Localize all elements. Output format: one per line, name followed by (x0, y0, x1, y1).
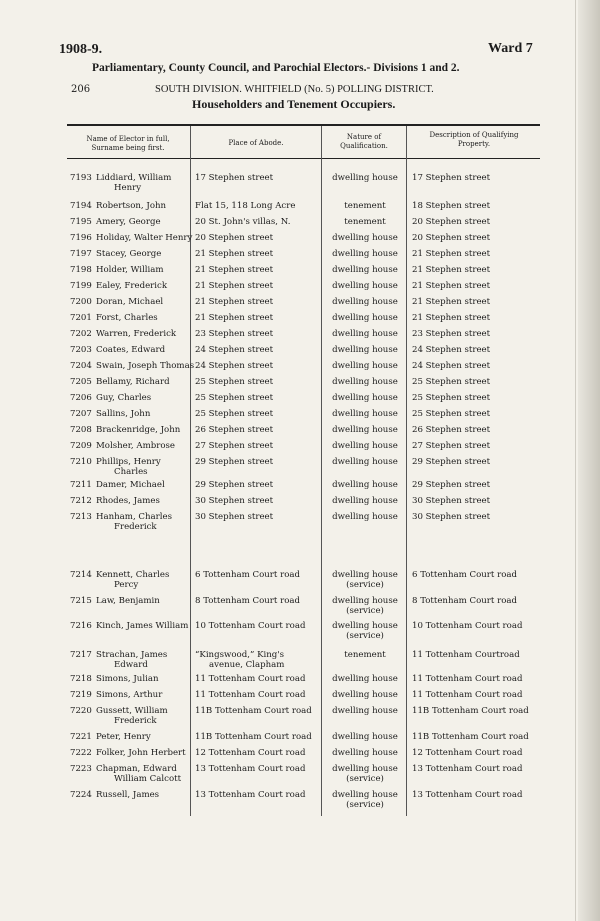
place-of-abode: 24 Stephen street (195, 361, 274, 371)
elector-number: 7217 (70, 650, 92, 660)
qualifying-property: 10 Tottenham Court road (412, 621, 523, 631)
qualifying-property: 21 Stephen street (412, 297, 491, 307)
qualification-nature: dwelling house (332, 265, 398, 275)
qualification-nature: dwelling house (332, 457, 398, 467)
elector-number: 7197 (70, 249, 92, 259)
elector-name-continued: William Calcott (114, 774, 182, 784)
elector-name: Holder, William (96, 265, 164, 275)
qualifying-property: 8 Tottenham Court road (412, 596, 517, 606)
qualification-nature: dwelling house (332, 674, 398, 684)
qualification-nature: dwelling house (332, 621, 398, 631)
ward-label: Ward 7 (488, 41, 533, 56)
place-of-abode-continued: avenue, Clapham (209, 660, 285, 670)
elector-name: Gussett, William (96, 706, 168, 716)
elector-name: Robertson, John (96, 201, 167, 211)
place-of-abode: 21 Stephen street (195, 281, 274, 291)
place-of-abode: 10 Tottenham Court road (195, 621, 306, 631)
place-of-abode: 21 Stephen street (195, 265, 274, 275)
qualification-nature-note: (service) (346, 631, 384, 641)
elector-name: Hanham, Charles (96, 512, 173, 522)
place-of-abode: 27 Stephen street (195, 441, 274, 451)
qualification-nature: dwelling house (332, 480, 398, 490)
elector-name: Law, Benjamin (96, 596, 160, 606)
column-divider-1 (190, 126, 191, 816)
qualification-nature-note: (service) (346, 606, 384, 616)
elector-number: 7206 (70, 393, 92, 403)
place-of-abode: 21 Stephen street (195, 249, 274, 259)
qualifying-property: 21 Stephen street (412, 313, 491, 323)
elector-number: 7201 (70, 313, 92, 323)
qualification-nature: dwelling house (332, 512, 398, 522)
place-of-abode: 25 Stephen street (195, 377, 274, 387)
qualification-nature-note: (service) (346, 774, 384, 784)
column-header-abode (192, 139, 320, 148)
qualification-nature: dwelling house (332, 596, 398, 606)
column-header-property-line2: Property. (457, 139, 491, 148)
column-header-name-line1: Name of Elector in full, (86, 135, 170, 143)
elector-name: Simons, Julian (96, 674, 159, 684)
qualifying-property: 30 Stephen street (412, 496, 491, 506)
elector-number: 7194 (70, 201, 92, 211)
qualification-nature: dwelling house (332, 570, 398, 580)
qualifying-property: 29 Stephen street (412, 480, 491, 490)
elector-number: 7203 (70, 345, 92, 355)
elector-number: 7219 (70, 690, 92, 700)
place-of-abode: 13 Tottenham Court road (195, 764, 306, 774)
place-of-abode: 20 St. John's villas, N. (195, 217, 291, 227)
place-of-abode: 11 Tottenham Court road (195, 674, 306, 684)
qualifying-property: 13 Tottenham Court road (412, 764, 523, 774)
qualifying-property: 27 Stephen street (412, 441, 491, 451)
elector-number: 7202 (70, 329, 92, 339)
column-header-nature (323, 133, 405, 150)
elector-name: Amery, George (96, 217, 161, 227)
place-of-abode: 6 Tottenham Court road (195, 570, 300, 580)
qualification-nature: dwelling house (332, 706, 398, 716)
elector-name: Swain, Joseph Thomas (96, 361, 195, 371)
elector-name: Kennett, Charles (96, 570, 170, 580)
column-header-name-line2: Surname being first. (91, 143, 165, 152)
table-top-rule (67, 124, 540, 126)
elector-number: 7214 (70, 570, 92, 580)
column-header-abode-line1: Place of Abode. (228, 139, 284, 147)
qualification-nature: dwelling house (332, 313, 398, 323)
column-divider-2 (321, 126, 322, 816)
elector-name: Rhodes, James (96, 496, 160, 506)
place-of-abode: 29 Stephen street (195, 480, 274, 490)
place-of-abode: 17 Stephen street (195, 173, 274, 183)
elector-number: 7212 (70, 496, 92, 506)
qualification-nature: dwelling house (332, 233, 398, 243)
qualifying-property: 21 Stephen street (412, 249, 491, 259)
binding-line (575, 0, 576, 921)
place-of-abode: “Kingswood,” King's (195, 650, 285, 660)
qualifying-property: 30 Stephen street (412, 512, 491, 522)
elector-number: 7196 (70, 233, 92, 243)
elector-name: Doran, Michael (96, 297, 164, 307)
qualifying-property: 13 Tottenham Court road (412, 790, 523, 800)
qualifying-property: 21 Stephen street (412, 281, 491, 291)
elector-number: 7211 (70, 480, 92, 490)
elector-name: Forst, Charles (96, 313, 158, 323)
column-header-nature-line1: Nature of (346, 133, 382, 141)
qualification-nature: dwelling house (332, 393, 398, 403)
page-title: Parliamentary, County Council, and Parochial Electors.- Divisions 1 and 2. (92, 62, 460, 74)
qualifying-property: 11B Tottenham Court road (412, 706, 529, 716)
elector-name: Bellamy, Richard (96, 377, 170, 387)
elector-number: 7213 (70, 512, 92, 522)
elector-number: 7223 (70, 764, 92, 774)
elector-name-continued: Edward (114, 660, 148, 670)
elector-name: Simons, Arthur (96, 690, 163, 700)
qualifying-property: 18 Stephen street (412, 201, 491, 211)
elector-number: 7195 (70, 217, 92, 227)
elector-number: 7193 (70, 173, 92, 183)
qualification-nature: dwelling house (332, 249, 398, 259)
elector-name: Coates, Edward (96, 345, 166, 355)
elector-number: 7207 (70, 409, 92, 419)
elector-number: 7199 (70, 281, 92, 291)
place-of-abode: 11B Tottenham Court road (195, 732, 312, 742)
qualifying-property: 25 Stephen street (412, 377, 491, 387)
page-number: 206 (71, 84, 91, 95)
elector-name: Peter, Henry (96, 732, 151, 742)
qualifying-property: 26 Stephen street (412, 425, 491, 435)
elector-number: 7221 (70, 732, 92, 742)
qualification-nature: tenement (344, 217, 386, 227)
elector-number: 7222 (70, 748, 92, 758)
qualifying-property: 21 Stephen street (412, 265, 491, 275)
elector-name: Stacey, George (96, 249, 162, 259)
table-header-rule (67, 158, 540, 159)
qualification-nature-note: (service) (346, 580, 384, 590)
place-of-abode: 26 Stephen street (195, 425, 274, 435)
qualification-nature: dwelling house (332, 173, 398, 183)
elector-name: Russell, James (96, 790, 160, 800)
elector-name: Chapman, Edward (96, 764, 177, 774)
place-of-abode: 12 Tottenham Court road (195, 748, 306, 758)
qualification-nature: dwelling house (332, 764, 398, 774)
elector-name: Ealey, Frederick (96, 281, 168, 291)
elector-name: Strachan, James (96, 650, 168, 660)
qualification-nature: dwelling house (332, 690, 398, 700)
place-of-abode: 25 Stephen street (195, 409, 274, 419)
elector-number: 7209 (70, 441, 92, 451)
elector-name: Molsher, Ambrose (96, 441, 176, 451)
elector-name-continued: Charles (114, 467, 148, 477)
elector-name: Liddiard, William (96, 173, 172, 183)
qualification-nature: dwelling house (332, 496, 398, 506)
elector-name-continued: Frederick (114, 716, 157, 726)
qualifying-property: 11 Tottenham Courtroad (412, 650, 520, 660)
qualifying-property: 20 Stephen street (412, 217, 491, 227)
place-of-abode: 13 Tottenham Court road (195, 790, 306, 800)
elector-number: 7198 (70, 265, 92, 275)
place-of-abode: 24 Stephen street (195, 345, 274, 355)
qualification-nature: dwelling house (332, 281, 398, 291)
qualifying-property: 6 Tottenham Court road (412, 570, 517, 580)
qualification-nature: dwelling house (332, 425, 398, 435)
elector-name-continued: Henry (114, 183, 142, 193)
elector-number: 7218 (70, 674, 92, 684)
column-header-name (68, 135, 188, 152)
elector-name: Warren, Frederick (96, 329, 177, 339)
qualifying-property: 11 Tottenham Court road (412, 690, 523, 700)
qualifying-property: 17 Stephen street (412, 173, 491, 183)
qualifying-property: 11B Tottenham Court road (412, 732, 529, 742)
register-year: 1908-9. (59, 42, 103, 57)
qualification-nature: dwelling house (332, 748, 398, 758)
qualifying-property: 23 Stephen street (412, 329, 491, 339)
qualifying-property: 25 Stephen street (412, 393, 491, 403)
qualification-nature: tenement (344, 201, 386, 211)
place-of-abode: 21 Stephen street (195, 297, 274, 307)
column-header-nature-line2: Qualification. (340, 141, 388, 150)
place-of-abode: 8 Tottenham Court road (195, 596, 300, 606)
qualifying-property: 24 Stephen street (412, 361, 491, 371)
qualification-nature: tenement (344, 650, 386, 660)
place-of-abode: 21 Stephen street (195, 313, 274, 323)
qualifying-property: 11 Tottenham Court road (412, 674, 523, 684)
qualification-nature: dwelling house (332, 377, 398, 387)
qualification-nature: dwelling house (332, 732, 398, 742)
elector-number: 7208 (70, 425, 92, 435)
elector-number: 7215 (70, 596, 92, 606)
place-of-abode: 30 Stephen street (195, 512, 274, 522)
elector-name: Kinch, James William (96, 621, 189, 631)
elector-number: 7224 (70, 790, 92, 800)
elector-name-continued: Frederick (114, 522, 157, 532)
polling-district: SOUTH DIVISION. WHITFIELD (No. 5) POLLING DISTRICT. (155, 84, 434, 95)
qualification-nature: dwelling house (332, 409, 398, 419)
elector-name: Guy, Charles (96, 393, 152, 403)
qualification-nature: dwelling house (332, 361, 398, 371)
elector-name-continued: Percy (114, 580, 139, 590)
qualifying-property: 12 Tottenham Court road (412, 748, 523, 758)
elector-number: 7216 (70, 621, 92, 631)
elector-name: Folker, John Herbert (96, 748, 186, 758)
elector-number: 7205 (70, 377, 92, 387)
column-header-property-line1: Description of Qualifying (429, 131, 519, 139)
elector-number: 7204 (70, 361, 92, 371)
place-of-abode: Flat 15, 118 Long Acre (195, 201, 296, 211)
qualification-nature: dwelling house (332, 297, 398, 307)
column-divider-3 (406, 126, 407, 816)
qualification-nature: dwelling house (332, 441, 398, 451)
elector-name: Phillips, Henry (96, 457, 161, 467)
place-of-abode: 11 Tottenham Court road (195, 690, 306, 700)
place-of-abode: 30 Stephen street (195, 496, 274, 506)
elector-name: Brackenridge, John (96, 425, 181, 435)
elector-name: Damer, Michael (96, 480, 165, 490)
column-header-property (408, 131, 540, 148)
qualifying-property: 29 Stephen street (412, 457, 491, 467)
qualification-nature-note: (service) (346, 800, 384, 810)
elector-number: 7220 (70, 706, 92, 716)
qualifying-property: 25 Stephen street (412, 409, 491, 419)
section-heading: Householders and Tenement Occupiers. (192, 97, 396, 111)
place-of-abode: 25 Stephen street (195, 393, 274, 403)
place-of-abode: 20 Stephen street (195, 233, 274, 243)
binding-edge (578, 0, 600, 921)
qualification-nature: dwelling house (332, 790, 398, 800)
elector-name: Sallins, John (96, 409, 151, 419)
elector-name: Holiday, Walter Henry (96, 233, 193, 243)
qualifying-property: 20 Stephen street (412, 233, 491, 243)
elector-number: 7200 (70, 297, 92, 307)
elector-number: 7210 (70, 457, 92, 467)
place-of-abode: 23 Stephen street (195, 329, 274, 339)
place-of-abode: 11B Tottenham Court road (195, 706, 312, 716)
qualifying-property: 24 Stephen street (412, 345, 491, 355)
place-of-abode: 29 Stephen street (195, 457, 274, 467)
qualification-nature: dwelling house (332, 329, 398, 339)
qualification-nature: dwelling house (332, 345, 398, 355)
